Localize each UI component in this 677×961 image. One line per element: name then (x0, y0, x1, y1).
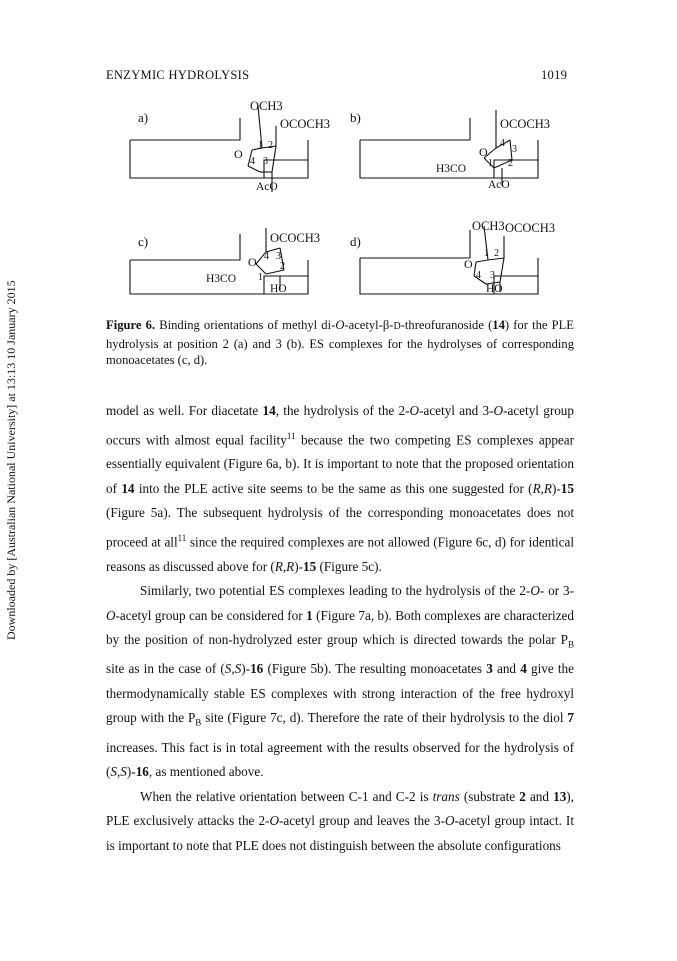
italic-text: trans (432, 788, 460, 804)
diagram-label: 4 (476, 270, 481, 281)
text-run: -acetyl group intact. It is important to note that PLE does not distinguish between the absolute configurations (106, 813, 574, 853)
italic-text: O (530, 583, 540, 599)
diagram-label: 4 (500, 138, 505, 149)
panel-label: a) (138, 110, 149, 125)
running-title: ENZYMIC HYDROLYSIS (106, 68, 250, 82)
diagram-label: H3CO (436, 163, 467, 175)
diagram-label: OCOCH3 (270, 231, 321, 245)
italic-text: S,S (224, 661, 242, 677)
text-run: (Figure 5a). The subsequent hydrolysis of the corresponding monoacetates does not proceed at all (106, 505, 574, 550)
italic-text: O (445, 813, 455, 829)
diagram-label: 1 (258, 272, 263, 283)
diagram-label: OCOCH3 (500, 117, 551, 131)
caption-bold: 14 (492, 318, 505, 332)
diagram-label: 4 (250, 156, 255, 167)
text-run: (substrate (459, 788, 520, 804)
diagram-label: 2 (508, 158, 513, 169)
italic-text: S,S (110, 764, 127, 780)
caption-text: ) for the PLE hydrolysis at position 2 (a) and 3 (b). ES complexes for the hydrolyses of corresponding monoacetates (c, d). (106, 318, 574, 367)
text-run: -acetyl and 3- (419, 403, 494, 418)
compound-number: 15 (303, 558, 317, 574)
page-number: 1019 (541, 68, 568, 82)
italic-text: R,R (274, 558, 295, 574)
italic-text: O (409, 403, 420, 418)
diagram-label: OCH3 (472, 219, 505, 233)
compound-number: 3 (486, 661, 493, 677)
diagram-label: OCOCH3 (280, 117, 331, 131)
text-run: - or 3- (539, 583, 574, 599)
diagram-label: O (234, 147, 243, 161)
text-run: give the thermodynamically stable ES complexes with strong interaction of the free hydroxyl group with the P (106, 661, 574, 726)
text-run: site (Figure 7c, d). Therefore the rate of their hydrolysis to the diol (201, 710, 568, 726)
diagram-label: 3 (490, 270, 495, 281)
panel-label: c) (138, 234, 149, 249)
figure-6-binding-diagrams (0, 0, 677, 310)
diagram-label: 1 (484, 248, 489, 259)
text-run: site as in the case of ( (106, 661, 225, 677)
caption-text: -acetyl-β- (344, 318, 394, 332)
download-notice-text: Downloaded by [Australian National University] at 13:13 10 January 2015 (4, 280, 18, 640)
italic-text: O (106, 607, 116, 623)
text-run: (Figure 5b). The resulting monoacetates (263, 661, 487, 677)
compound-number: 1 (306, 607, 313, 623)
diagram-label: OCH3 (250, 99, 283, 113)
text-run: , as mentioned above. (148, 764, 264, 780)
panel-label: d) (350, 234, 361, 249)
diagram-label: O (248, 255, 257, 269)
figure-caption (106, 317, 574, 369)
diagram-label: 2 (280, 261, 285, 272)
diagram-label: 4 (264, 251, 269, 262)
text-run: )- (126, 764, 136, 780)
diagram-label: H3CO (206, 273, 237, 285)
text-run: ), PLE exclusively attacks the 2- (106, 788, 574, 829)
paragraph-1 (106, 399, 574, 579)
text-run: because the two competing ES complexes appear essentially equivalent (Figure 6a, b). It is important to note that the proposed orientation of (106, 431, 575, 496)
caption-italic: O (335, 318, 345, 332)
text-run: )- (294, 558, 304, 574)
text-run: -acetyl group and leaves the 3- (278, 813, 445, 829)
panel-d (350, 219, 555, 295)
text-run: model as well. For diacetate (106, 403, 263, 418)
italic-text: R,R (532, 480, 552, 496)
diagram-label: AcO (256, 181, 278, 193)
caption-text: -threofuranoside ( (400, 318, 493, 332)
compound-number: 4 (520, 661, 527, 677)
diagram-label: HO (486, 283, 503, 295)
italic-text: O (493, 403, 504, 418)
diagram-label: 2 (494, 248, 499, 259)
paragraph-2 (106, 579, 574, 784)
diagram-label: 1 (488, 158, 493, 169)
diagram-label: HO (270, 283, 287, 295)
text-run: increases. This fact is in total agreement with the results observed for the hydrolysis of ( (106, 739, 574, 780)
compound-number: 14 (262, 403, 276, 418)
text-run: into the PLE active site seems to be the same as this one suggested for ( (134, 480, 533, 496)
compound-number: 2 (519, 788, 526, 804)
compound-number: 13 (553, 788, 567, 804)
compound-number: 16 (250, 661, 264, 677)
body-text (106, 399, 574, 858)
diagram-label: 2 (268, 140, 273, 151)
compound-number: 7 (567, 710, 574, 726)
diagram-label: 1 (258, 140, 263, 151)
subscript: B (195, 718, 202, 729)
compound-number: 16 (135, 764, 149, 780)
text-run: and (492, 661, 521, 677)
compound-number: 14 (121, 480, 135, 496)
diagram-label: O (464, 257, 473, 271)
diagram-label: 3 (276, 251, 281, 262)
text-run: -acetyl group can be considered for (115, 607, 307, 623)
italic-text: O (269, 813, 279, 829)
paragraph-3 (106, 785, 574, 859)
text-run: When the relative orientation between C-1 and C-2 is (140, 788, 433, 804)
text-run: , the hydrolysis of the 2- (275, 403, 410, 418)
text-run: )- (241, 661, 251, 677)
panel-c (130, 228, 320, 295)
caption-text: Binding orientations of methyl di- (155, 318, 336, 332)
reference-superscript: 11 (177, 532, 187, 543)
text-run: and (525, 788, 554, 804)
text-run: )- (552, 480, 561, 496)
caption-lead: Figure 6. (106, 318, 156, 332)
diagram-label: OCOCH3 (505, 221, 556, 235)
panel-label: b) (350, 110, 361, 125)
text-run: since the required complexes are not allowed (Figure 6c, d) for identical reasons as discussed above for ( (106, 534, 574, 574)
diagram-label: 3 (263, 156, 268, 167)
reference-superscript: 11 (286, 430, 296, 441)
panel-b (350, 110, 550, 191)
compound-number: 15 (560, 480, 574, 496)
diagram-label: 3 (512, 144, 517, 155)
text-run: Similarly, two potential ES complexes leading to the hydrolysis of the 2- (140, 583, 531, 599)
caption-smallcaps: D (393, 321, 401, 332)
diagram-label: O (479, 145, 488, 159)
subscript: B (567, 639, 574, 650)
text-run: (Figure 7a, b). Both complexes are characterized by the position of non-hydrolyzed ester group which is directed towards the polar P (106, 607, 574, 648)
panel-a (130, 99, 330, 193)
text-run: (Figure 5c). (316, 558, 382, 574)
text-run: -acetyl group occurs with almost equal facility (106, 403, 574, 447)
diagram-label: AcO (488, 179, 510, 191)
download-notice (4, 280, 18, 640)
